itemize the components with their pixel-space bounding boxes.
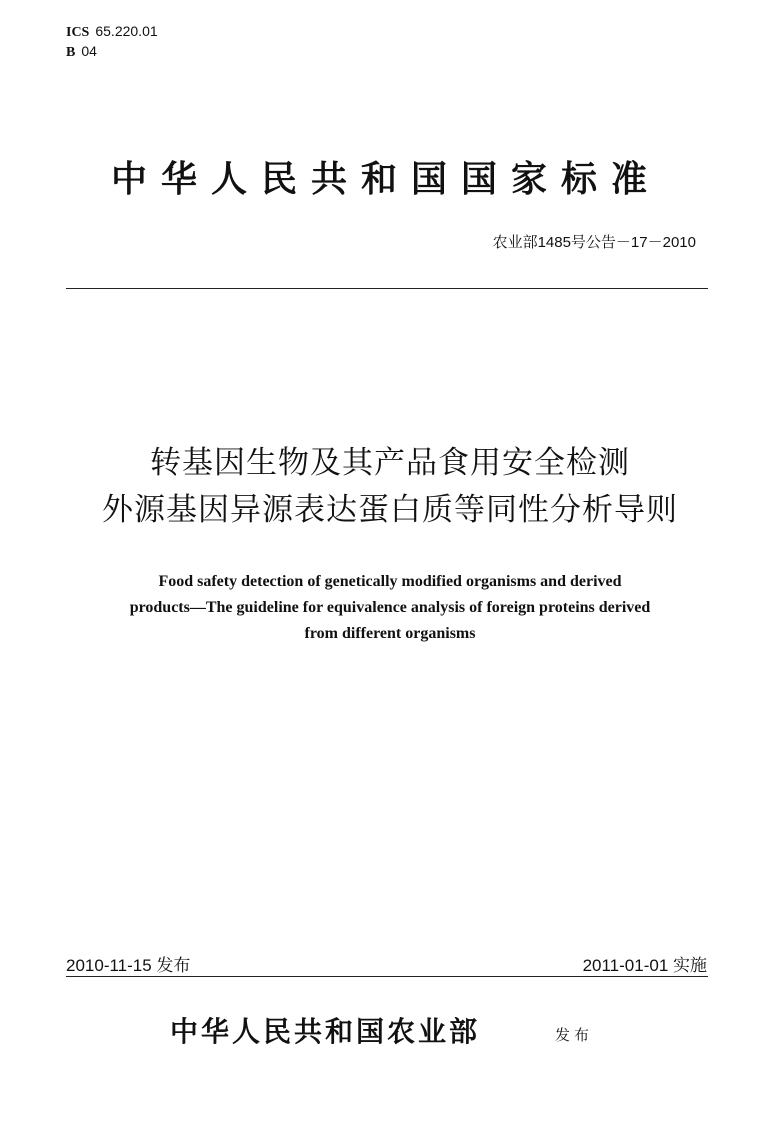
effective-date: 2011-01-01 实施 xyxy=(582,956,707,975)
top-divider xyxy=(66,288,708,289)
issuing-authority: 中华人民共和国农业部 xyxy=(170,1015,481,1048)
document-title-en-line1: Food safety detection of genetically modified organisms and derived xyxy=(158,573,622,590)
bottom-divider xyxy=(66,976,708,977)
document-title-cn-line1: 转基因生物及其产品食用安全检测 xyxy=(150,445,630,481)
standard-number: 农业部1485号公告－17－2010 xyxy=(492,234,696,251)
document-title-en-line2: products—The guideline for equivalence analysis of foreign proteins derived xyxy=(129,599,651,616)
document-title-cn-line2: 外源基因异源表达蛋白质等同性分析导则 xyxy=(102,492,678,528)
document-title-en xyxy=(60,569,720,647)
ccs-code: B 04 xyxy=(66,43,97,60)
issue-date: 2010-11-15 发布 xyxy=(66,956,191,975)
standard-title: 中华人民共和国国家标准 xyxy=(110,159,661,200)
issue-label: 发布 xyxy=(555,1026,594,1044)
document-title-en-line3: from different organisms xyxy=(304,625,476,642)
ics-code: ICS 65.220.01 xyxy=(66,23,158,40)
classification-codes xyxy=(66,22,158,62)
